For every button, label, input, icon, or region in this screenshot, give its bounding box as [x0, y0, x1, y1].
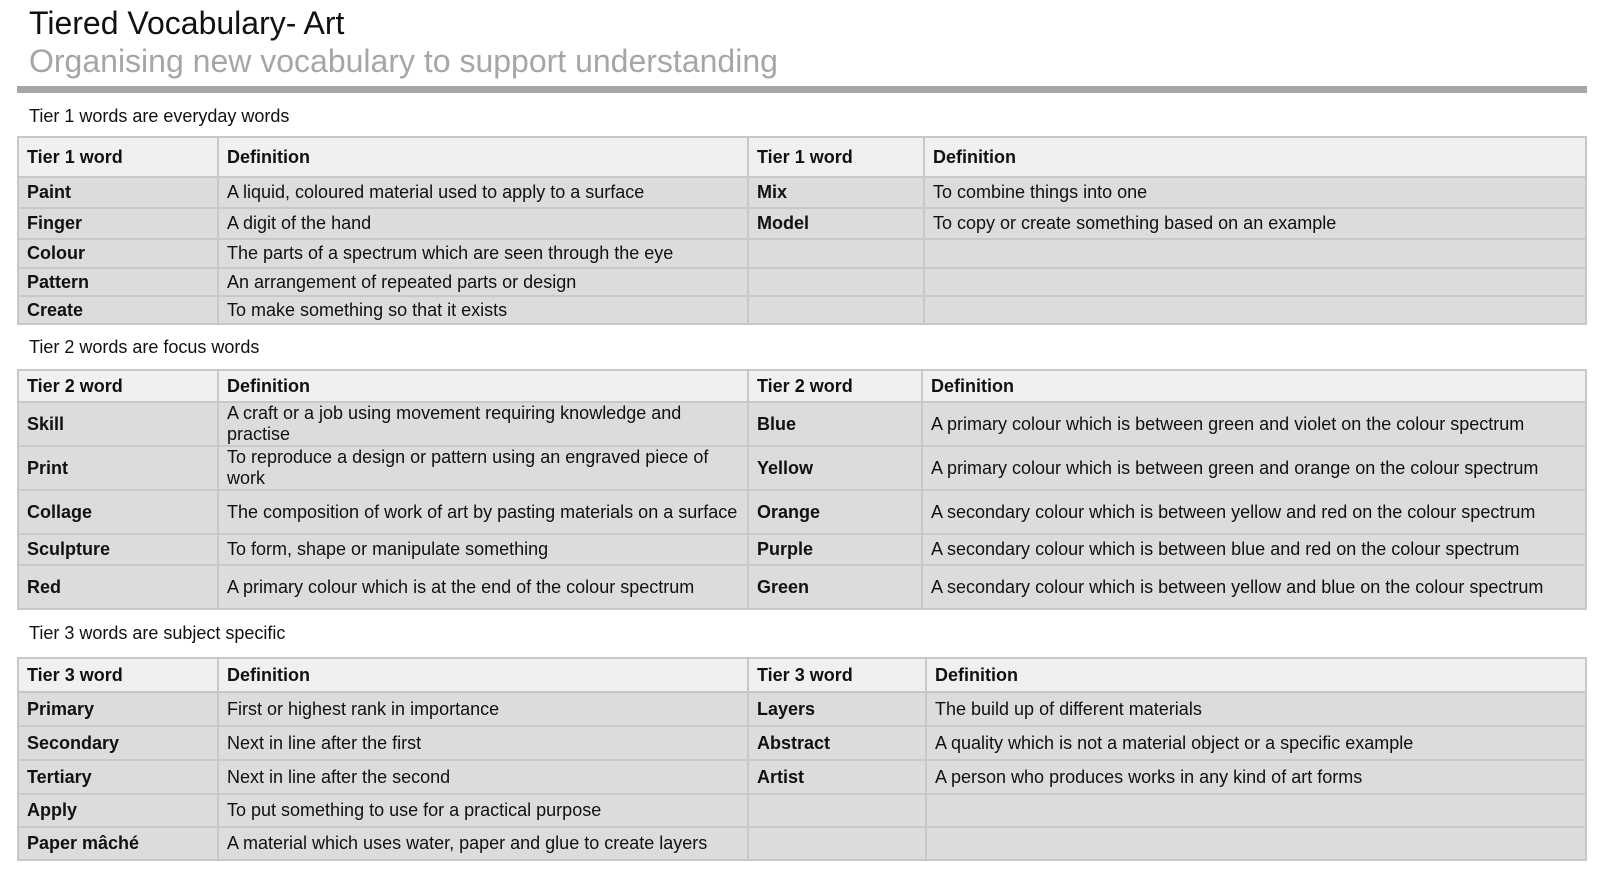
word-cell: Red — [18, 565, 218, 609]
tier2-header-row — [18, 370, 1586, 402]
table-row — [18, 565, 1586, 609]
definition-cell: A material which uses water, paper and glue to create layers — [218, 827, 748, 860]
column-header-definition: Definition — [922, 370, 1586, 402]
word-cell: Primary — [18, 692, 218, 726]
word-cell: Mix — [748, 177, 924, 208]
definition-cell: A primary colour which is between green and orange on the colour spectrum — [922, 446, 1586, 490]
table-row — [18, 534, 1586, 565]
tier3-header-row — [18, 658, 1586, 692]
word-cell: Artist — [748, 760, 926, 794]
definition-cell: An arrangement of repeated parts or design — [218, 268, 748, 296]
tier2-table — [17, 369, 1587, 610]
definition-cell: Next in line after the second — [218, 760, 748, 794]
worksheet-page — [17, 0, 1587, 861]
column-header-definition: Definition — [218, 370, 748, 402]
tier1-header-row — [18, 137, 1586, 177]
page-title: Tiered Vocabulary- Art — [29, 5, 345, 41]
table-row — [18, 208, 1586, 239]
word-cell: Abstract — [748, 726, 926, 760]
column-header-definition: Definition — [924, 137, 1586, 177]
table-row — [18, 239, 1586, 268]
definition-cell: To reproduce a design or pattern using an engraved piece of work — [218, 446, 748, 490]
word-cell: Sculpture — [18, 534, 218, 565]
definition-cell: To copy or create something based on an example — [924, 208, 1586, 239]
table-row — [18, 794, 1586, 827]
column-header-word: Tier 1 word — [18, 137, 218, 177]
table-row — [18, 692, 1586, 726]
tier1-table — [17, 136, 1587, 325]
word-cell — [748, 268, 924, 296]
definition-cell: A primary colour which is between green and violet on the colour spectrum — [922, 402, 1586, 446]
definition-cell — [924, 239, 1586, 268]
column-header-word: Tier 3 word — [748, 658, 926, 692]
definition-cell — [926, 794, 1586, 827]
definition-cell: To make something so that it exists — [218, 296, 748, 324]
word-cell: Orange — [748, 490, 922, 534]
definition-cell: A quality which is not a material object or a specific example — [926, 726, 1586, 760]
table-row — [18, 268, 1586, 296]
definition-cell: The composition of work of art by pasting materials on a surface — [218, 490, 748, 534]
column-header-definition: Definition — [218, 658, 748, 692]
word-cell — [748, 239, 924, 268]
definition-cell: First or highest rank in importance — [218, 692, 748, 726]
word-cell — [748, 296, 924, 324]
table-row — [18, 726, 1586, 760]
word-cell: Create — [18, 296, 218, 324]
word-cell: Green — [748, 565, 922, 609]
column-header-definition: Definition — [926, 658, 1586, 692]
definition-cell — [926, 827, 1586, 860]
definition-cell: To combine things into one — [924, 177, 1586, 208]
definition-cell: A craft or a job using movement requiring knowledge and practise — [218, 402, 748, 446]
column-header-word: Tier 1 word — [748, 137, 924, 177]
word-cell: Collage — [18, 490, 218, 534]
word-cell — [748, 794, 926, 827]
page-subtitle: Organising new vocabulary to support understanding — [29, 43, 778, 79]
table-row — [18, 760, 1586, 794]
definition-cell: A liquid, coloured material used to apply to a surface — [218, 177, 748, 208]
definition-cell: A secondary colour which is between blue and red on the colour spectrum — [922, 534, 1586, 565]
column-header-definition: Definition — [218, 137, 748, 177]
definition-cell: A person who produces works in any kind of art forms — [926, 760, 1586, 794]
definition-cell: To form, shape or manipulate something — [218, 534, 748, 565]
tier2-caption: Tier 2 words are focus words — [29, 337, 260, 357]
table-row — [18, 446, 1586, 490]
word-cell: Layers — [748, 692, 926, 726]
word-cell: Print — [18, 446, 218, 490]
tier1-caption: Tier 1 words are everyday words — [29, 106, 290, 126]
title-divider — [17, 86, 1587, 93]
word-cell: Yellow — [748, 446, 922, 490]
definition-cell — [924, 268, 1586, 296]
table-row — [18, 490, 1586, 534]
definition-cell: To put something to use for a practical purpose — [218, 794, 748, 827]
definition-cell: A secondary colour which is between yellow and blue on the colour spectrum — [922, 565, 1586, 609]
word-cell: Purple — [748, 534, 922, 565]
word-cell: Colour — [18, 239, 218, 268]
table-row — [18, 827, 1586, 860]
word-cell: Tertiary — [18, 760, 218, 794]
table-row — [18, 296, 1586, 324]
word-cell: Paint — [18, 177, 218, 208]
definition-cell: The build up of different materials — [926, 692, 1586, 726]
tier3-table — [17, 657, 1587, 861]
word-cell: Model — [748, 208, 924, 239]
table-row — [18, 402, 1586, 446]
definition-cell: Next in line after the first — [218, 726, 748, 760]
word-cell: Apply — [18, 794, 218, 827]
tier3-caption: Tier 3 words are subject specific — [29, 623, 286, 643]
column-header-word: Tier 2 word — [748, 370, 922, 402]
definition-cell — [924, 296, 1586, 324]
word-cell: Secondary — [18, 726, 218, 760]
word-cell: Blue — [748, 402, 922, 446]
word-cell: Pattern — [18, 268, 218, 296]
column-header-word: Tier 3 word — [18, 658, 218, 692]
word-cell: Skill — [18, 402, 218, 446]
table-row — [18, 177, 1586, 208]
definition-cell: A primary colour which is at the end of the colour spectrum — [218, 565, 748, 609]
word-cell: Finger — [18, 208, 218, 239]
definition-cell: The parts of a spectrum which are seen through the eye — [218, 239, 748, 268]
definition-cell: A secondary colour which is between yellow and red on the colour spectrum — [922, 490, 1586, 534]
column-header-word: Tier 2 word — [18, 370, 218, 402]
word-cell — [748, 827, 926, 860]
definition-cell: A digit of the hand — [218, 208, 748, 239]
word-cell: Paper mâché — [18, 827, 218, 860]
